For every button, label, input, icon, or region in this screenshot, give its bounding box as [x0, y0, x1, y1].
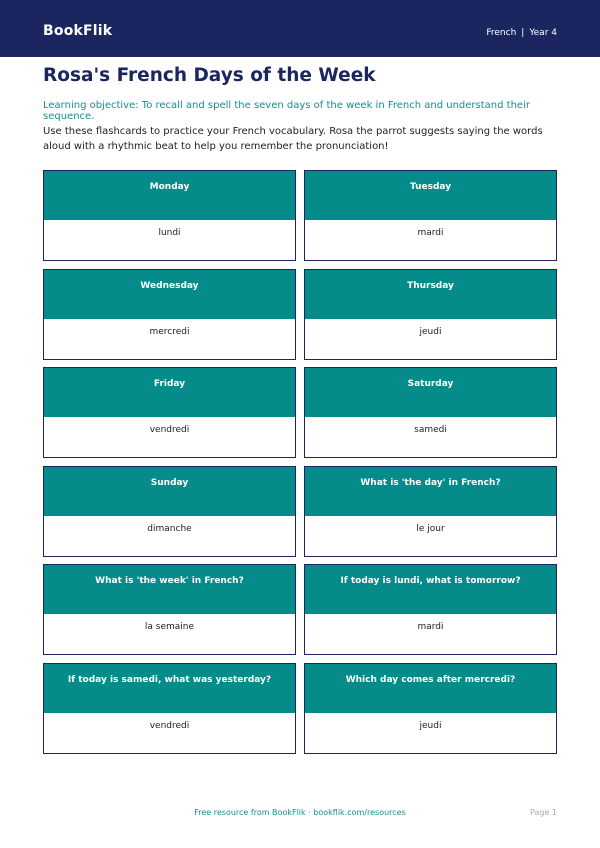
year-label: Year 4: [529, 28, 557, 38]
flashcard: [43, 269, 296, 360]
flashcard: [304, 466, 557, 557]
flashcard-back: samedi: [414, 425, 447, 435]
flashcard-back: vendredi: [149, 425, 190, 435]
flashcard-back: le jour: [416, 524, 445, 534]
flashcard: [43, 367, 296, 458]
flashcard-front: Sunday: [44, 467, 295, 516]
flashcard-back: dimanche: [147, 524, 192, 534]
learning-objective: Learning objective: To recall and spell the seven days of the week in French and understand their sequence.: [43, 100, 530, 122]
flashcard-front: Which day comes after mercredi?: [305, 664, 556, 713]
flashcard-back: jeudi: [419, 721, 442, 731]
flashcard: [304, 367, 557, 458]
page-header: [0, 0, 600, 57]
flashcard-back: la semaine: [144, 622, 195, 632]
flashcard-front: Friday: [44, 368, 295, 417]
flashcard-front: Thursday: [305, 270, 556, 319]
flashcard-front: Tuesday: [305, 171, 556, 220]
brand-logo: BookFlik: [43, 23, 113, 39]
flashcard-front: Wednesday: [44, 270, 295, 319]
flashcard: [43, 663, 296, 754]
header-meta: [486, 28, 557, 38]
flashcard: [43, 466, 296, 557]
page-title: Rosa's French Days of the Week: [43, 65, 376, 86]
flashcard: [304, 269, 557, 360]
flashcard-back: jeudi: [419, 327, 442, 337]
intro-text: Use these flashcards to practice your French vocabulary. Rosa the parrot suggests saying the words aloud with a rhythmic beat to help you remember the pronunciation!: [43, 126, 543, 152]
flashcard-back: vendredi: [149, 721, 190, 731]
flashcard-front: Monday: [44, 171, 295, 220]
flashcard-back: mercredi: [149, 327, 190, 337]
flashcard-front: If today is samedi, what was yesterday?: [44, 664, 295, 713]
flashcard-back: lundi: [158, 228, 181, 238]
page-number: Page 1: [530, 808, 557, 817]
footer-credit[interactable]: Free resource from BookFlik · bookflik.com/resources: [194, 808, 406, 817]
subject-label: French: [486, 28, 517, 38]
flashcard-front: What is 'the week' in French?: [44, 565, 295, 614]
flashcard-back: mardi: [417, 228, 444, 238]
flashcard: [304, 170, 557, 261]
flashcard-front: What is 'the day' in French?: [305, 467, 556, 516]
flashcard: [43, 564, 296, 655]
flashcard: [304, 663, 557, 754]
meta-separator: |: [521, 28, 525, 38]
flashcard-back: mardi: [417, 622, 444, 632]
flashcard-front: If today is lundi, what is tomorrow?: [305, 565, 556, 614]
flashcard-front: Saturday: [305, 368, 556, 417]
flashcard: [43, 170, 296, 261]
flashcard: [304, 564, 557, 655]
